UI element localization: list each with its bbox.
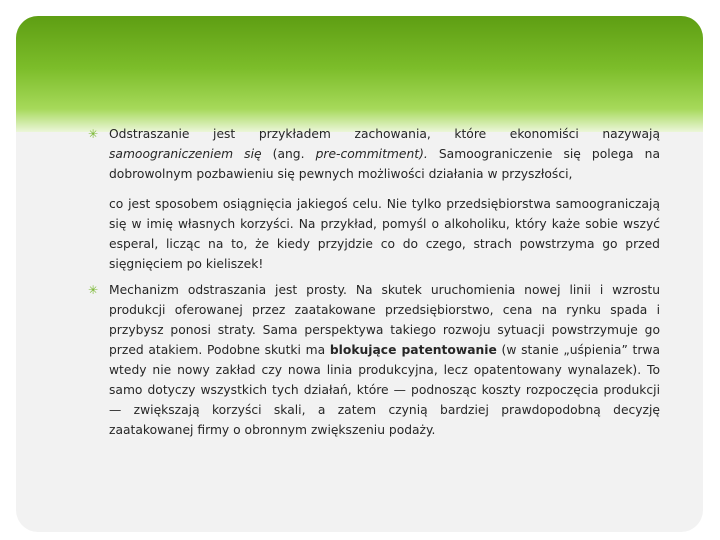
bullet-2-paragraph	[109, 280, 660, 440]
bullet-1-text-a: Odstraszanie jest przykładem zachowania, które ekonomiści nazywają	[109, 127, 660, 141]
bullet-1-paragraph-1	[109, 124, 660, 184]
bullet-1-paragraph-2: co jest sposobem osiągnięcia jakiegoś celu. Nie tylko przedsiębiorstwa samoograniczają się w imię własnych korzyści. Na przykład, pomyśl o alkoholiku, który każe sobie wszyć esperal, licząc na to, że kiedy przyjdzie co do czego, strach powstrzyma go przed sięgnięciem po kieliszek!	[109, 197, 660, 271]
slide-content	[86, 124, 660, 440]
bullet-2-term-blokujace-patentowanie: blokujące patentowanie	[329, 343, 497, 357]
slide	[16, 16, 703, 532]
bullet-item-1	[86, 124, 660, 274]
bullet-1-term-samoograniczenie: samoograniczeniem się	[109, 147, 262, 161]
bullet-2-text-a: Mechanizm odstraszania jest prosty. Na skutek uruchomienia nowej linii i wzrostu produkcji oferowanej przez zaatakowane przedsiębiorstwo, cena na rynku spada i przybysz ponosi straty. Sama perspektywa takiego rozwoju sytuacji powstrzymuje go przed atakiem. Podobne skutki ma	[109, 283, 660, 357]
asterisk-icon: ✳	[87, 283, 99, 297]
asterisk-icon: ✳	[87, 127, 99, 141]
bullet-1-text-c: Samoograniczenie się polega na dobrowolnym pozbawieniu się pewnych możliwości działania w przyszłości,	[109, 147, 660, 181]
header-gradient-band	[16, 16, 703, 132]
bullet-1-text-b: (ang.	[261, 147, 316, 161]
bullet-2-text-b: (w stanie „uśpienia” trwa wtedy nie nowy zakład czy nowa linia produkcyjna, lecz opatentowany wynalazek). To samo dotyczy wszystkich tych działań, które — podnosząc koszty rozpoczęcia produkcji — zwiększają korzyści skali, a zatem czynią bardziej prawdopodobną decyzję zaatakowanej firmy o obronnym zwiększeniu podaży.	[109, 343, 660, 437]
bullet-1-term-pre-commitment: pre-commitment).	[315, 147, 428, 161]
bullet-item-2	[86, 280, 660, 440]
